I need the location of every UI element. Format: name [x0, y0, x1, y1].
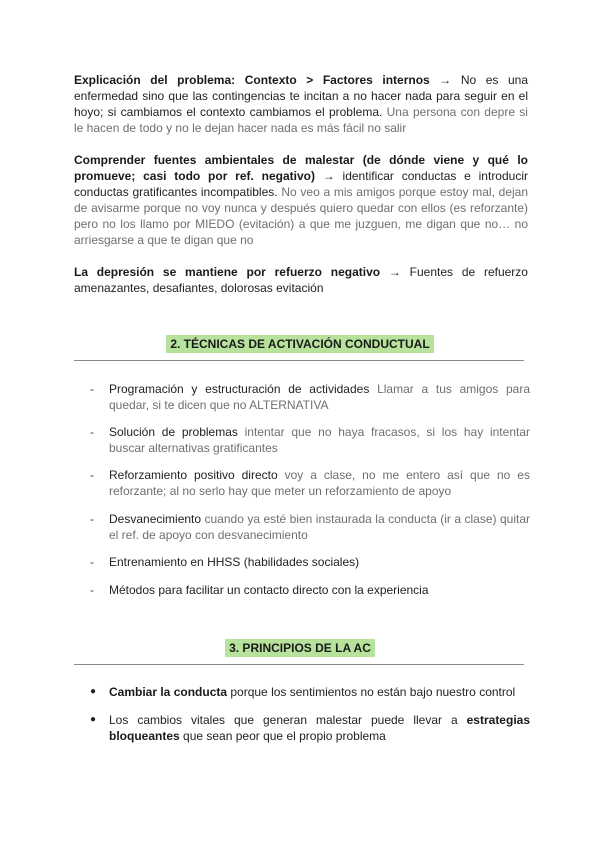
item-title: Reforzamiento positivo directo [109, 468, 278, 482]
item-example: cuando ya esté bien instaurada la conducta (ir a clase) quitar el ref. de apoyo con desvanecimiento [109, 512, 530, 542]
list-item [90, 684, 530, 700]
list-item [90, 511, 530, 543]
list-item [90, 467, 530, 499]
section-heading: 3. PRINCIPIOS DE LA AC [225, 639, 375, 657]
dash-bullet: - [90, 583, 94, 597]
item-example: Llamar a tus amigos para quedar, si te dicen que no ALTERNATIVA [109, 382, 531, 412]
dash-bullet: - [90, 468, 94, 482]
paragraph-text: → identificar conductas e introducir conductas gratificantes incompatibles. [74, 169, 528, 199]
item-title: Programación y estructuración de actividades [109, 382, 370, 396]
section-heading: 2. TÉCNICAS DE ACTIVACIÓN CONDUCTUAL [166, 335, 433, 353]
paragraph-bold: Explicación del problema: Contexto > Factores internos [74, 73, 430, 87]
paragraph-environmental-sources [74, 152, 528, 248]
paragraph-example: No veo a mis amigos porque estoy mal, dejan de avisarme porque no voy nunca y después quiero quedar con ellos (es reforzante) pero no los llamo por MIEDO (evitación) a que me juzguen, me digan que no… no arriesgarse a que te digan que no [74, 185, 529, 247]
item-title: Solución de problemas [109, 425, 238, 439]
item-text-end: que sean peor que el propio problema [179, 729, 386, 743]
item-example: intentar que no haya fracasos, si los hay intentar buscar alternativas gratificantes [109, 425, 530, 455]
dash-bullet: - [90, 382, 94, 396]
section-divider [74, 360, 524, 361]
item-text: porque los sentimientos no están bajo nuestro control [227, 685, 516, 699]
dash-bullet: - [90, 555, 94, 569]
section-divider [74, 664, 524, 665]
item-title: Desvanecimiento [109, 512, 202, 526]
paragraph-problem-explanation [74, 72, 528, 136]
paragraph-example: Una persona con depre si le hacen de todo y no le dejan hacer nada es más fácil no salir [74, 105, 528, 135]
item-title: Entrenamiento en HHSS (habilidades sociales) [109, 555, 360, 569]
bullet-icon: ● [90, 686, 97, 697]
list-item [90, 554, 530, 570]
list-item [90, 582, 530, 598]
section-3-heading-wrap [0, 639, 600, 657]
item-bold: Cambiar la conducta [109, 685, 228, 699]
bullet-icon: ● [90, 714, 97, 725]
dash-bullet: - [90, 512, 94, 526]
paragraph-text: → No es una enfermedad sino que las contingencias te incitan a no hacer nada para seguir en el hoyo; si cambiamos el contexto cambiamos el problema. [74, 73, 529, 119]
item-title: Métodos para facilitar un contacto directo con la experiencia [109, 583, 429, 597]
paragraph-bold: Comprender fuentes ambientales de malestar (de dónde viene y qué lo promueve; casi todo por ref. negativo) [74, 153, 528, 183]
section-2-heading-wrap [0, 335, 600, 353]
list-item [90, 381, 530, 413]
item-text: Los cambios vitales que generan malestar puede llevar a [109, 713, 467, 727]
paragraph-text: → Fuentes de refuerzo amenazantes, desafiantes, dolorosas evitación [74, 265, 528, 295]
dash-bullet: - [90, 425, 94, 439]
paragraph-negative-reinforcement [74, 264, 528, 296]
list-item [90, 424, 530, 456]
item-bold: estrategias bloqueantes [109, 713, 530, 743]
paragraph-bold: La depresión se mantiene por refuerzo negativo [74, 265, 381, 279]
list-item [90, 712, 530, 744]
item-example: voy a clase, no me entero así que no es reforzante; al no serlo hay que meter un reforzamiento de apoyo [109, 468, 530, 498]
